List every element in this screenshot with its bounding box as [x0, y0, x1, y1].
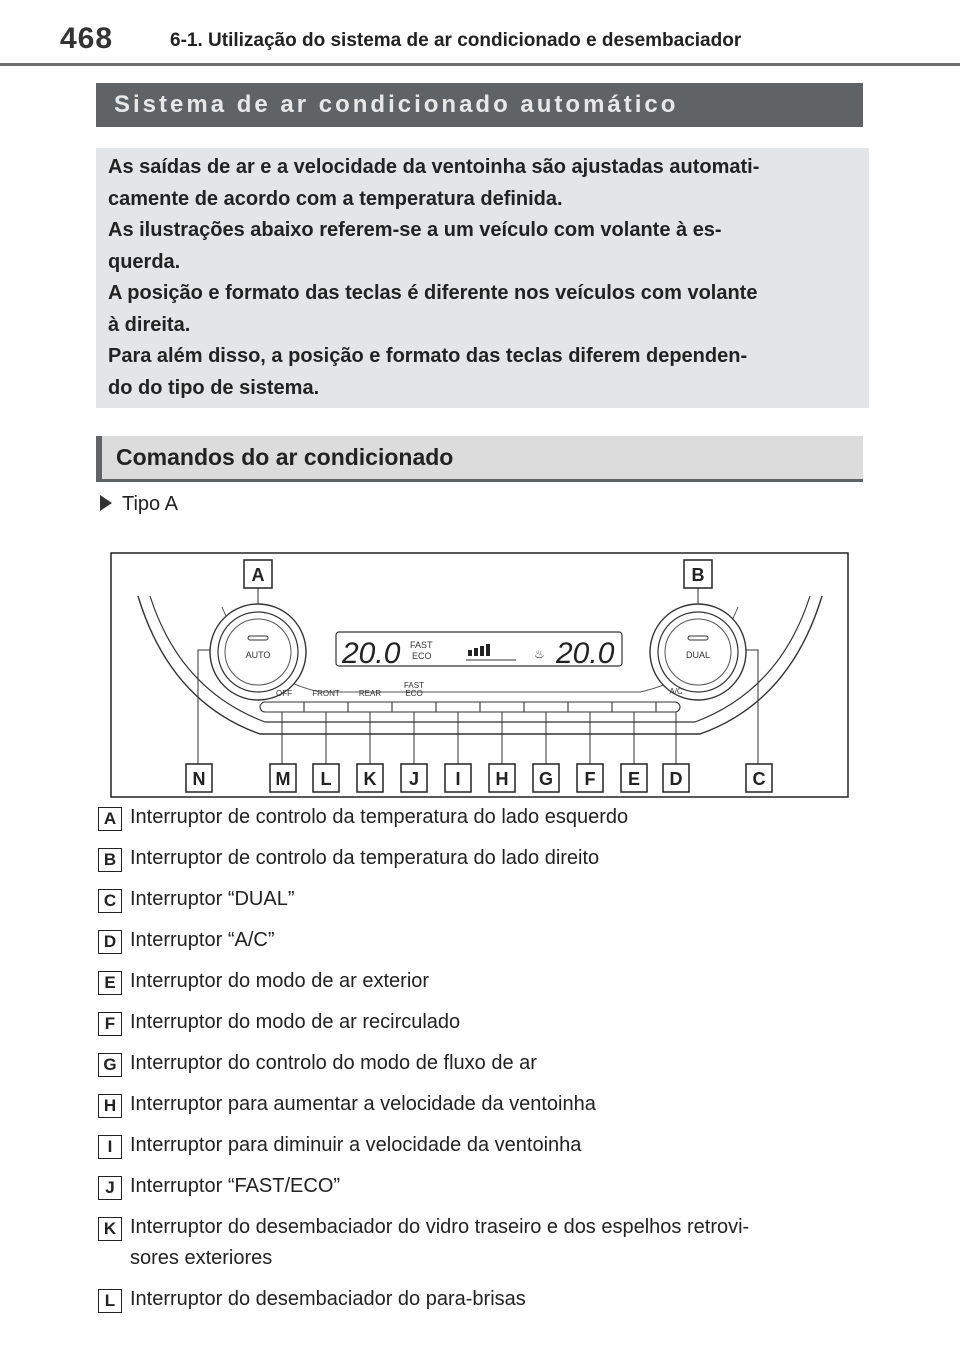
header-rule	[0, 63, 960, 66]
intro-line-8: do do tipo de sistema.	[108, 376, 320, 399]
intro-line-6: à direita.	[108, 313, 191, 336]
legend-text: Interruptor para aumentar a velocidade da ventoinha	[130, 1093, 596, 1115]
right-temp-readout: 20.0	[556, 637, 615, 670]
legend-text: Interruptor de controlo da temperatura do lado direito	[130, 847, 600, 869]
intro-line-1: As saídas de ar e a velocidade da ventoinha são ajustadas automati-	[108, 156, 760, 178]
legend-item	[98, 1007, 858, 1048]
legend-text: Interruptor “FAST/ECO”	[130, 1175, 341, 1197]
legend-key: E	[98, 971, 122, 995]
legend-item	[98, 1284, 858, 1325]
legend-text: Interruptor do desembaciador do para-brisas	[130, 1288, 526, 1310]
dual-label: DUAL	[685, 650, 711, 660]
intro-line-5: A posição e formato das teclas é diferente nos veículos com volante	[108, 282, 758, 304]
auto-label: AUTO	[245, 650, 271, 660]
callout-h: H	[495, 769, 509, 789]
left-temperature-knob	[210, 604, 306, 700]
variant-label	[100, 493, 178, 516]
legend-item	[98, 1089, 858, 1130]
variant-text: Tipo A	[122, 493, 178, 515]
legend-item	[98, 1130, 858, 1171]
callout-d: D	[669, 769, 683, 789]
callout-k: K	[363, 769, 377, 789]
intro-line-4: querda.	[108, 250, 181, 273]
intro-line-2: camente de acordo com a temperatura definida.	[108, 187, 563, 210]
legend-key: K	[98, 1217, 122, 1241]
legend-item	[98, 925, 858, 966]
svg-text:♨: ♨	[534, 647, 545, 661]
legend-key: L	[98, 1289, 122, 1313]
legend-key: G	[98, 1053, 122, 1077]
callout-f: F	[584, 769, 596, 789]
legend-item	[98, 966, 858, 1007]
callout-a: A	[251, 565, 265, 585]
fast-readout: FAST	[410, 640, 433, 650]
left-temp-readout: 20.0	[342, 637, 401, 670]
front-label: FRONT	[312, 689, 340, 698]
chapter-title: 6-1. Utilização do sistema de ar condicionado e desembaciador	[170, 30, 742, 51]
control-panel-figure	[110, 552, 849, 798]
legend-text: Interruptor de controlo da temperatura do lado esquerdo	[130, 806, 629, 828]
legend-key: D	[98, 930, 122, 954]
subsection-title-bar	[96, 436, 863, 482]
legend-text-continued: sores exteriores	[130, 1247, 273, 1269]
callout-c: C	[752, 769, 766, 789]
ac-label: A/C	[669, 687, 683, 696]
legend-key: F	[98, 1012, 122, 1036]
callout-i: I	[455, 769, 461, 789]
legend-item	[98, 1212, 858, 1284]
intro-text	[108, 152, 858, 404]
legend-text: Interruptor do modo de ar recirculado	[130, 1011, 461, 1033]
section-title-bar	[96, 83, 863, 127]
legend-item	[98, 1171, 858, 1212]
triangle-bullet-icon	[100, 495, 112, 511]
legend-item	[98, 1048, 858, 1089]
callout-g: G	[538, 769, 554, 789]
rear-label: REAR	[358, 689, 382, 698]
button-strip	[260, 702, 680, 712]
legend-item	[98, 884, 858, 925]
legend-text: Interruptor “DUAL”	[130, 888, 295, 910]
right-temperature-knob	[650, 604, 746, 700]
subsection-title: Comandos do ar condicionado	[116, 444, 454, 470]
intro-line-3: As ilustrações abaixo referem-se a um veículo com volante à es-	[108, 219, 722, 241]
intro-line-7: Para além disso, a posição e formato das teclas diferem dependen-	[108, 345, 748, 367]
legend-text: Interruptor para diminuir a velocidade da ventoinha	[130, 1134, 582, 1156]
callout-b: B	[691, 565, 705, 585]
legend-text: Interruptor do desembaciador do vidro traseiro e dos espelhos retrovi-	[130, 1216, 750, 1238]
legend-item	[98, 843, 858, 884]
fast-label: FAST	[403, 681, 425, 690]
legend-key: J	[98, 1176, 122, 1200]
legend-text: Interruptor “A/C”	[130, 929, 275, 951]
legend-key: A	[98, 807, 122, 831]
callout-l: L	[320, 769, 332, 789]
off-label: OFF	[276, 689, 292, 698]
legend-key: C	[98, 889, 122, 913]
eco-label: ECO	[405, 689, 423, 698]
legend-item	[98, 802, 858, 843]
legend-text: Interruptor do controlo do modo de fluxo de ar	[130, 1052, 537, 1074]
control-panel-illustration	[110, 552, 849, 798]
callout-j: J	[408, 769, 420, 789]
callout-n: N	[192, 769, 206, 789]
display-panel	[336, 632, 622, 670]
callout-m: M	[275, 769, 291, 789]
legend-text: Interruptor do modo de ar exterior	[130, 970, 430, 992]
legend-key: B	[98, 848, 122, 872]
callout-e: E	[627, 769, 641, 789]
section-title: Sistema de ar condicionado automático	[114, 91, 679, 118]
intro-box	[96, 148, 869, 408]
legend-list	[98, 802, 858, 1325]
page-number: 468	[60, 22, 114, 55]
legend-key: I	[98, 1135, 122, 1159]
eco-readout: ECO	[412, 651, 432, 661]
legend-key: H	[98, 1094, 122, 1118]
